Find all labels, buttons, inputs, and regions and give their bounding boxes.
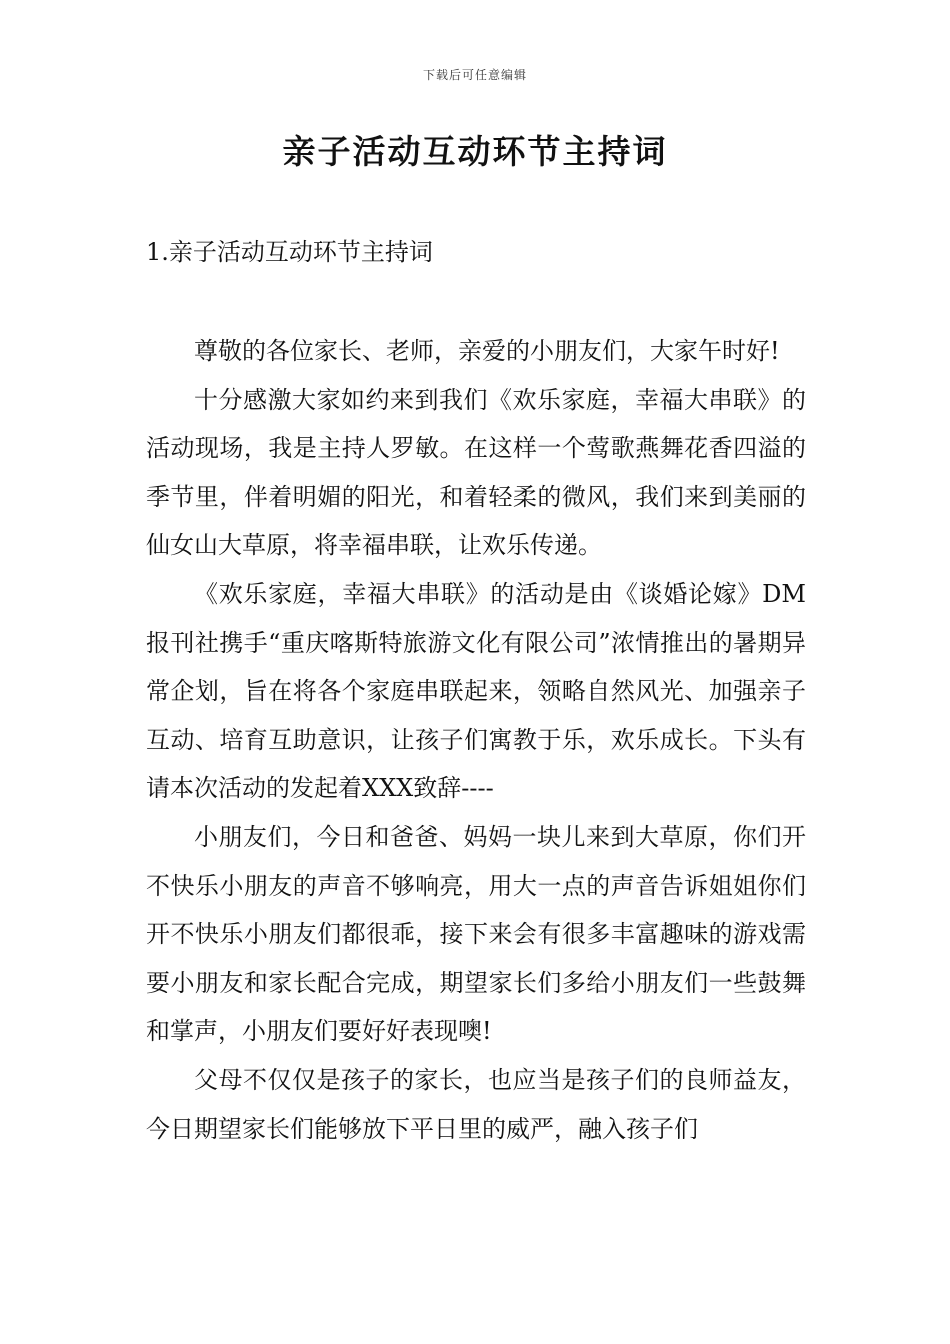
paragraph: 父母不仅仅是孩子的家长，也应当是孩子们的良师益友，今日期望家长们能够放下平日里的威严，融入孩子们 xyxy=(146,1065,806,1143)
header-note: 下载后可任意编辑 xyxy=(422,68,527,82)
body-text xyxy=(146,327,806,1153)
paragraph: 《欢乐家庭，幸福大串联》的活动是由《谈婚论嫁》DM报刊社携手“重庆喀斯特旅游文化有限公司”浓情推出的暑期异常企划，旨在将各个家庭串联起来，领略自然风光、加强亲子互动、培育互助意识，让孩子们寓教于乐，欢乐成长。下头有请本次活动的发起着XXX致辞---- xyxy=(146,579,806,803)
paragraph: 小朋友们，今日和爸爸、妈妈一块儿来到大草原，你们开不快乐小朋友的声音不够响亮，用大一点的声音告诉姐姐你们开不快乐小朋友们都很乖，接下来会有很多丰富趣味的游戏需要小朋友和家长配合完成，期望家长们多给小朋友们一些鼓舞和掌声，小朋友们要好好表现噢! xyxy=(146,822,806,1046)
paragraph: 尊敬的各位家长、老师，亲爱的小朋友们，大家午时好! xyxy=(194,337,780,365)
document-title: 亲子活动互动环节主持词 xyxy=(282,132,668,171)
paragraph: 十分感激大家如约来到我们《欢乐家庭，幸福大串联》的活动现场，我是主持人罗敏。在这样一个莺歌燕舞花香四溢的季节里，伴着明媚的阳光，和着轻柔的微风，我们来到美丽的仙女山大草原，将幸福串联，让欢乐传递。 xyxy=(146,385,806,560)
section-heading: 1.亲子活动互动环节主持词 xyxy=(146,238,433,266)
